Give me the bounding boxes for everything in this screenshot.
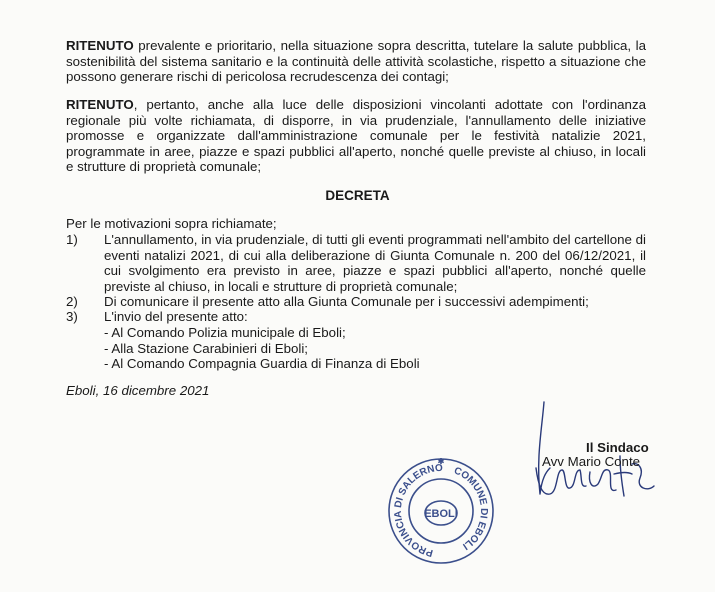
stamp-text-left: PROVINCIA DI SALERNO: [392, 462, 444, 559]
recipient: - Al Comando Compagnia Guardia di Finanza di Eboli: [104, 356, 420, 371]
item-text: L'invio del presente atto:: [104, 309, 248, 324]
official-stamp: [385, 455, 497, 567]
paragraph-ritenuto-1: [66, 38, 646, 85]
decree-intro: Per le motivazioni sopra richiamate;: [66, 216, 277, 231]
recipient: - Al Comando Polizia municipale di Eboli;: [104, 325, 346, 340]
item-number: 1): [66, 232, 78, 247]
stamp-text-right: COMUNE DI EBOLI: [452, 465, 490, 552]
place-date: Eboli, 16 dicembre 2021: [66, 383, 210, 398]
item-text: L'annullamento, in via prudenziale, di tutti gli eventi programmati nell'ambito del cartellone di eventi natalizi 2021, di cui alla deliberazione di Giunta Comunale n. 200 del 06/12/2021, il cui svolgimento era previsto in aree, piazze e spazi pubblici all'aperto, nonché quelle previste al chiuso, in locali e strutture di proprietà comunale;: [104, 232, 646, 294]
recipient: - Alla Stazione Carabinieri di Eboli;: [104, 341, 308, 356]
decree-item: [66, 309, 646, 325]
item-number: 2): [66, 294, 78, 309]
star-icon: ✱: [437, 457, 445, 466]
paragraph-ritenuto-2: [66, 97, 646, 175]
signatory-title: Il Sindaco: [586, 440, 649, 455]
decree-heading: DECRETA: [325, 188, 390, 203]
decree-item: [66, 232, 646, 294]
item-number: 3): [66, 309, 78, 324]
decree-item: [66, 294, 646, 310]
signatory-name: Avv Mario Conte: [542, 454, 641, 469]
keyword-ritenuto: RITENUTO: [66, 38, 134, 53]
paragraph-text: prevalente e prioritario, nella situazione sopra descritta, tutelare la salute pubblica, la sostenibilità del sistema sanitario e la continuità delle attività scolastiche, rispetto a situazione che possono generare rischi di pericolosa recrudescenza dei contagi;: [66, 38, 646, 85]
stamp-center-text: EBOLI: [424, 508, 458, 520]
item-text: Di comunicare il presente atto alla Giunta Comunale per i successivi adempimenti;: [104, 294, 589, 309]
paragraph-text: , pertanto, anche alla luce delle disposizioni vincolanti adottate con l'ordinanza regionale più volte richiamata, di disporre, in via prudenziale, l'annullamento delle iniziative promosse e organizzate dall'amministrazione comunale per le festività natalizie 2021, programmate in aree, piazze e spazi pubblici all'aperto, nonché quelle previste al chiuso, in locali e strutture di proprietà comunale;: [66, 97, 646, 175]
keyword-ritenuto: RITENUTO: [66, 97, 134, 112]
